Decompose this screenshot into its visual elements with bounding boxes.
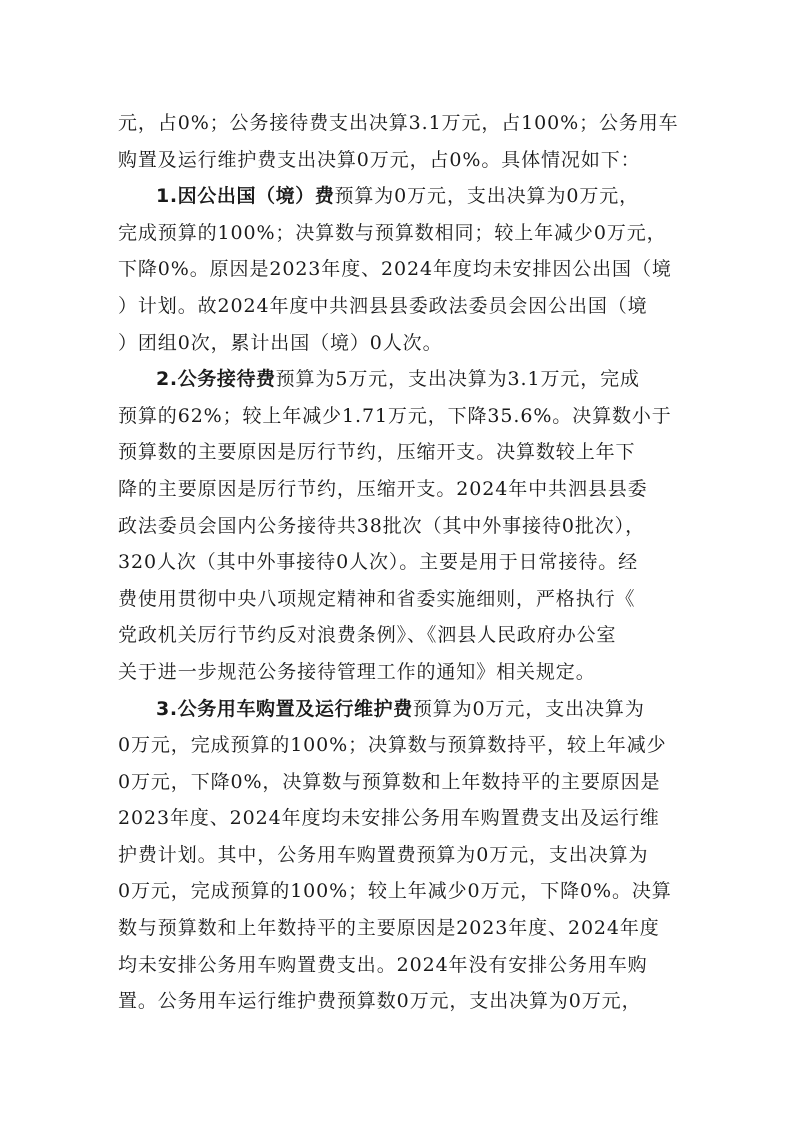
section-1-heading: 1.因公出国（境）费 bbox=[156, 185, 335, 208]
paragraph-line: 2023年度、2024年度均未安排公务用车购置费支出及运行维 bbox=[118, 807, 660, 830]
paragraph-line: 320人次（其中外事接待0人次）。主要是用于日常接待。经 bbox=[118, 551, 639, 574]
paragraph-line: 预算的62%；较上年减少1.71万元，下降35.6%。决算数小于 bbox=[118, 404, 672, 427]
section-2-heading: 2.公务接待费 bbox=[156, 368, 276, 391]
section-1-text: 预算为0万元，支出决算为0万元， bbox=[334, 185, 640, 208]
paragraph-line: 购置及运行维护费支出决算0万元，占0%。具体情况如下： bbox=[118, 148, 641, 171]
paragraph-line: 费使用贯彻中央八项规定精神和省委实施细则，严格执行《 bbox=[118, 587, 636, 610]
paragraph-line: 均未安排公务用车购置费支出。2024年没有安排公务用车购 bbox=[118, 953, 648, 976]
section-3-heading: 3.公务用车购置及运行维护费 bbox=[156, 697, 413, 720]
paragraph-line: 政法委员会国内公务接待共38批次（其中外事接待0批次）， bbox=[118, 514, 645, 537]
paragraph-line: 完成预算的100%；决算数与预算数相同；较上年减少0万元， bbox=[118, 221, 667, 244]
paragraph-line: 预算数的主要原因是厉行节约，压缩开支。决算数较上年下 bbox=[118, 441, 636, 464]
section-3-first-line bbox=[118, 691, 678, 728]
paragraph-line: 关于进一步规范公务接待管理工作的通知》相关规定。 bbox=[118, 660, 596, 683]
section-2-text: 预算为5万元，支出决算为3.1万元，完成 bbox=[275, 368, 640, 391]
paragraph-line: 0万元，下降0%，决算数与预算数和上年数持平的主要原因是 bbox=[118, 770, 661, 793]
section-1-first-line bbox=[118, 178, 678, 215]
paragraph-line: 降的主要原因是厉行节约，压缩开支。2024年中共泗县县委 bbox=[118, 477, 648, 500]
paragraph-line: 0万元，完成预算的100%；较上年减少0万元，下降0%。决算 bbox=[118, 880, 672, 903]
section-3-text: 预算为0万元，支出决算为 bbox=[412, 697, 645, 720]
section-2-first-line bbox=[118, 361, 678, 398]
paragraph-line: 下降0%。原因是2023年度、2024年度均未安排因公出国（境 bbox=[118, 258, 672, 281]
document-body bbox=[118, 105, 678, 1020]
paragraph-line: 护费计划。其中，公务用车购置费预算为0万元，支出决算为 bbox=[118, 843, 649, 866]
paragraph-line: 数与预算数和上年数持平的主要原因是2023年度、2024年度 bbox=[118, 917, 660, 940]
paragraph-line: ）团组0次，累计出国（境）0人次。 bbox=[118, 331, 443, 354]
paragraph-line: 党政机关厉行节约反对浪费条例》、《泗县人民政府办公室 bbox=[118, 624, 617, 647]
paragraph-line: ）计划。故2024年度中共泗县县委政法委员会因公出国（境 bbox=[118, 294, 648, 317]
paragraph-line: 0万元，完成预算的100%；决算数与预算数持平，较上年减少 bbox=[118, 734, 667, 757]
paragraph-line: 元，占0%；公务接待费支出决算3.1万元，占100%；公务用车 bbox=[118, 112, 679, 134]
paragraph-line: 置。公务用车运行维护费预算数0万元，支出决算为0万元， bbox=[118, 990, 642, 1013]
